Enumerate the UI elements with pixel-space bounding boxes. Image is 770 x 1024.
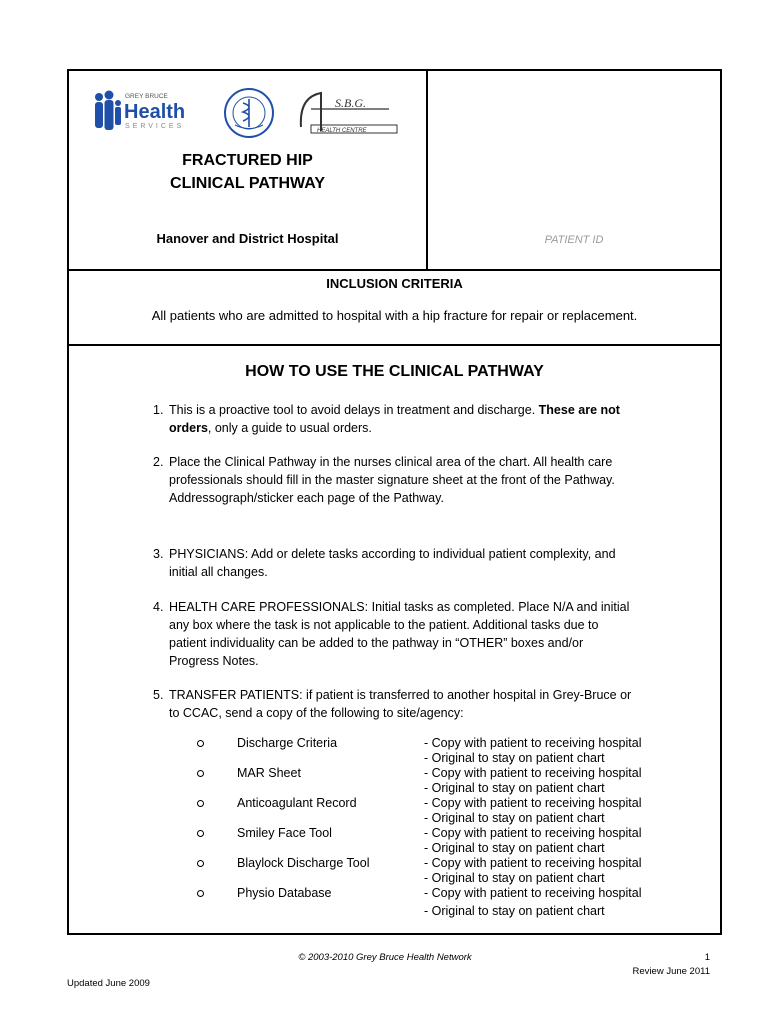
grey-bruce-people-icon [95, 91, 121, 131]
review-date: Review June 2011 [632, 966, 710, 977]
grey-bruce-main-text: Health [124, 101, 186, 123]
list-item [197, 826, 717, 856]
step-number: 2. [153, 455, 164, 469]
item-name: MAR Sheet [237, 766, 301, 780]
item-note-copy: - Copy with patient to receiving hospital [424, 736, 642, 750]
step-text-end: , only a guide to usual orders. [207, 421, 372, 435]
step-2 [153, 453, 633, 507]
step-1 [153, 401, 633, 437]
step-text: This is a proactive tool to avoid delays in treatment and discharge. [169, 403, 539, 417]
item-name: Smiley Face Tool [237, 826, 332, 840]
inclusion-criteria-title: INCLUSION CRITERIA [326, 276, 463, 291]
footer-copyright: © 2003-2010 Grey Bruce Health Network [298, 952, 472, 963]
item-note-original: - Original to stay on patient chart [424, 781, 605, 795]
how-to-use-title: HOW TO USE THE CLINICAL PATHWAY [245, 363, 544, 380]
item-note-original: - Original to stay on patient chart [424, 811, 605, 825]
item-note-original: - Original to stay on patient chart [424, 751, 605, 765]
step-text: TRANSFER PATIENTS: if patient is transferred to another hospital in Grey-Bruce or to CCAC, send a copy of the following to site/agency: [169, 688, 632, 720]
step-3 [153, 545, 633, 581]
item-name: Discharge Criteria [237, 736, 338, 750]
item-note-copy: - Copy with patient to receiving hospital [424, 856, 642, 870]
step-number: 3. [153, 547, 164, 561]
step-number: 1. [153, 403, 164, 417]
pathway-title-line2: CLINICAL PATHWAY [170, 175, 325, 192]
step-bold-text: These are not orders [169, 403, 620, 435]
updated-date: Updated June 2009 [67, 978, 150, 989]
item-note-original: - Original to stay on patient chart [424, 904, 605, 918]
hospital-name: Hanover and District Hospital [156, 231, 339, 246]
list-item [197, 736, 717, 766]
item-note-original: - Original to stay on patient chart [424, 841, 605, 855]
circle-bullet-icon [197, 800, 204, 807]
patient-id-placeholder[interactable]: PATIENT ID [544, 234, 604, 246]
section-divider-2 [69, 344, 720, 346]
circle-bullet-icon [197, 860, 204, 867]
sbg-sub-text: HEALTH CENTRE [317, 128, 367, 134]
circle-bullet-icon [197, 770, 204, 777]
hospital-seal-logo [225, 89, 273, 137]
logos [89, 85, 419, 145]
item-note-copy: - Copy with patient to receiving hospital [424, 826, 642, 840]
section-divider-1 [69, 269, 720, 271]
item-name: Physio Database [237, 886, 332, 900]
step-number: 4. [153, 600, 164, 614]
list-item [197, 886, 717, 916]
circle-bullet-icon [197, 830, 204, 837]
step-4 [153, 598, 633, 670]
inclusion-criteria-text: All patients who are admitted to hospital with a hip fracture for repair or replacement. [151, 308, 638, 323]
header-section [69, 71, 720, 269]
page-number: 1 [704, 952, 710, 963]
list-item [197, 766, 717, 796]
pathway-frame [67, 69, 722, 935]
list-item [197, 856, 717, 886]
circle-bullet-icon [197, 740, 204, 747]
grey-bruce-top-text: GREY BRUCE [125, 93, 168, 100]
step-text: HEALTH CARE PROFESSIONALS: Initial tasks as completed. Place N/A and initial any box where the task is not applicable to the patient. Additional tasks due to patient individuality can be added to the pathway in “OTHER” boxes and/or Progress Notes. [169, 600, 630, 668]
list-item [197, 796, 717, 826]
item-note-original: - Original to stay on patient chart [424, 871, 605, 885]
step-text: Place the Clinical Pathway in the nurses clinical area of the chart. All health care professionals should fill in the master signature sheet at the front of the Pathway. Addressograph/sticker each page of the Pathway. [169, 455, 615, 505]
circle-bullet-icon [197, 890, 204, 897]
item-note-copy: - Copy with patient to receiving hospital [424, 796, 642, 810]
step-number: 5. [153, 688, 164, 702]
item-note-copy: - Copy with patient to receiving hospital [424, 766, 642, 780]
sbg-main-text: S.B.G. [335, 96, 366, 110]
step-5 [153, 686, 633, 722]
item-note-copy: - Copy with patient to receiving hospital [424, 886, 642, 900]
grey-bruce-bottom-text: SERVICES [125, 123, 185, 130]
item-name: Blaylock Discharge Tool [237, 856, 370, 870]
step-text: PHYSICIANS: Add or delete tasks according to individual patient complexity, and initial all changes. [169, 547, 616, 579]
item-name: Anticoagulant Record [237, 796, 357, 810]
pathway-title-line1: FRACTURED HIP [182, 152, 313, 169]
